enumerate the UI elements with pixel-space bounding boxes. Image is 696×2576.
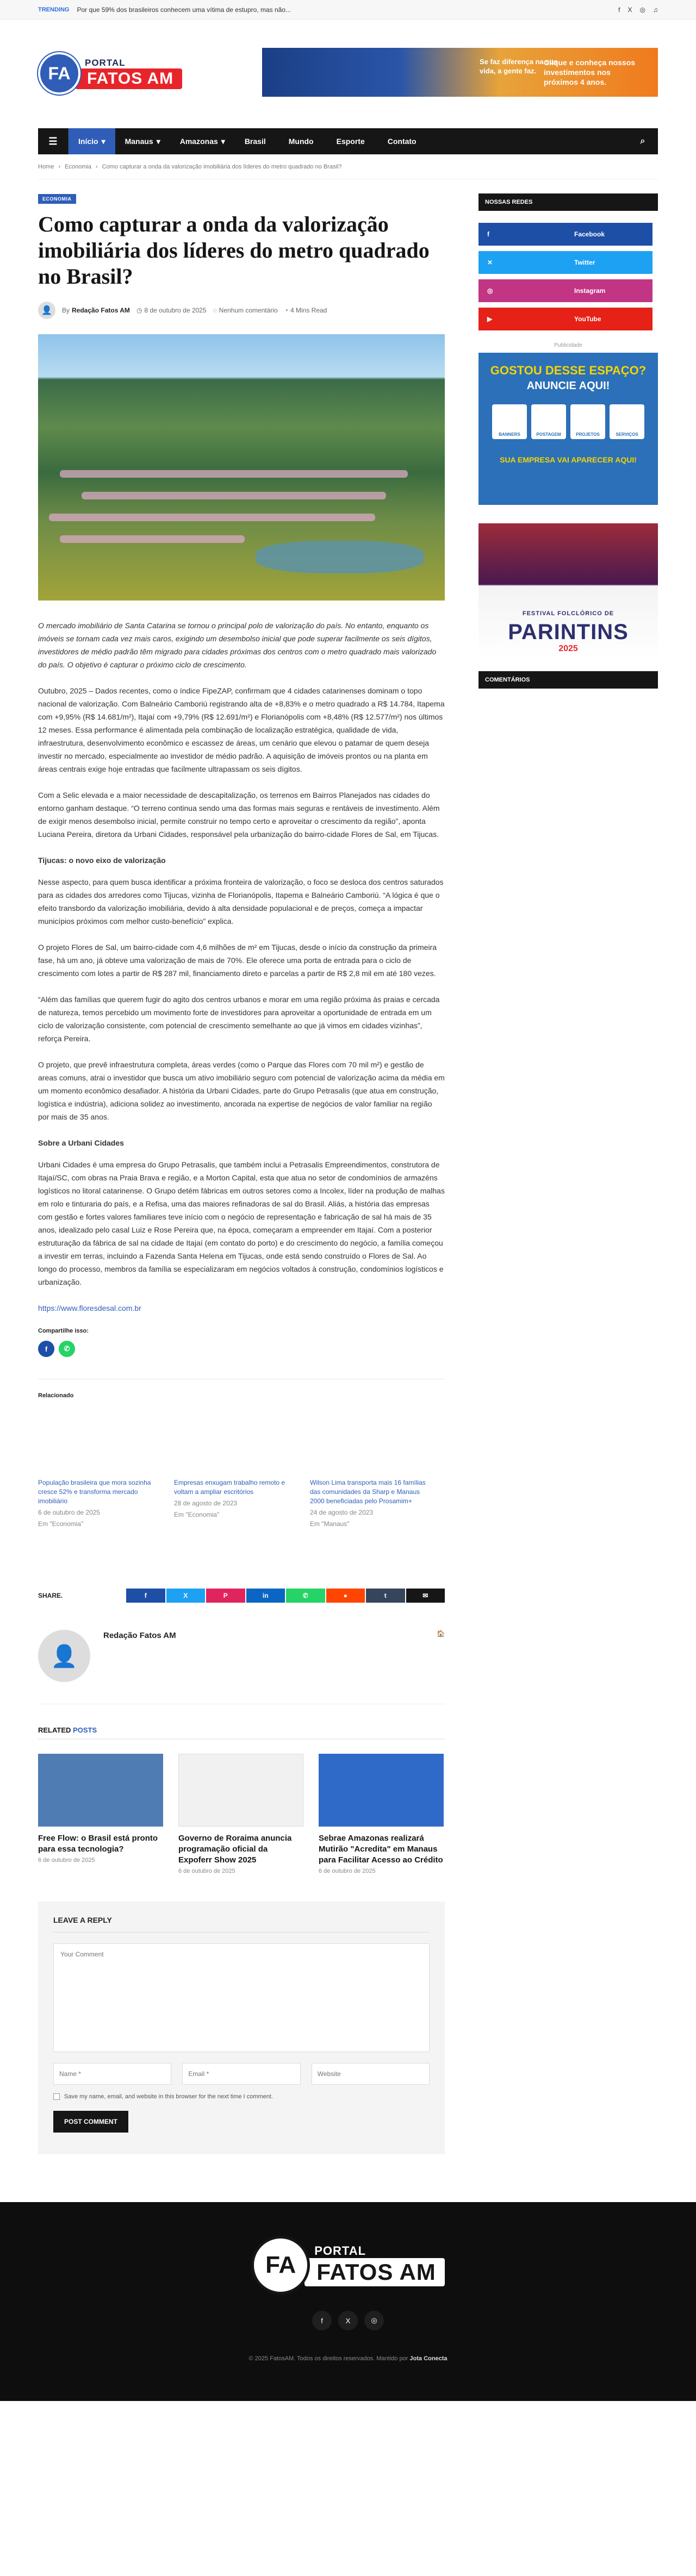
chevron-right-icon: ›	[95, 163, 98, 170]
name-input[interactable]	[53, 2063, 171, 2085]
networks-heading: NOSSAS REDES	[478, 193, 658, 211]
footer-social	[0, 2311, 696, 2330]
related-post-image[interactable]	[38, 1754, 163, 1827]
share-label: Compartilhe isso:	[38, 1328, 89, 1334]
related-item[interactable]	[38, 1478, 158, 1529]
breadcrumb-current: Como capturar a onda da valorização imobiliária dos líderes do metro quadrado no Brasil?	[102, 163, 342, 170]
ad-headline: GOSTOU DESSE ESPAÇO?	[490, 364, 647, 377]
social-network-facebook[interactable]	[478, 223, 652, 246]
share-button[interactable]: ✉	[406, 1589, 445, 1603]
nav-label: Início	[78, 137, 98, 146]
footer-logo-badge: FA	[251, 2236, 310, 2294]
post-comment-button[interactable]: POST COMMENT	[53, 2111, 128, 2133]
article-paragraph: O projeto, que prevê infraestrutura completa, áreas verdes (como o Parque das Flores com 70 mil m²) e gestão de areas comuns, atrai o investidor que busca um ativo imobiliário seguro com potencial de valorização acima da média em um momento econômico desafiador. A história da Urbani Cidades, parte do Grupo Petrasalis (que atua em construção, logística e indústria), adiciona solidez ao investimento, ancorada na expertise de negócios de valor familiar na região por mais de 35 anos.	[38, 1060, 445, 1121]
author-avatar[interactable]: 👤	[38, 302, 55, 319]
menu-icon[interactable]: ☰	[38, 128, 69, 154]
logo-portal-text: PORTAL	[85, 58, 126, 68]
related-posts-heading	[38, 1726, 445, 1740]
ad-option: PROJETOS	[570, 404, 605, 439]
advertise-here-ad[interactable]	[478, 353, 658, 505]
chevron-right-icon: ›	[58, 163, 61, 170]
related-posts-label-accent: POSTS	[73, 1726, 97, 1734]
author-avatar[interactable]: 👤	[38, 1630, 90, 1682]
related-post-card[interactable]	[178, 1754, 303, 1874]
related-item[interactable]	[310, 1478, 430, 1529]
save-info-checkbox[interactable]	[53, 2093, 60, 2100]
related-category: Em "Economia"	[174, 1511, 220, 1518]
nav-item-amazonas[interactable]	[170, 128, 235, 154]
article-meta	[38, 302, 445, 319]
read-time-icon: ◔	[284, 307, 288, 314]
nav-item-brasil[interactable]	[235, 128, 279, 154]
related-post-date: 6 de outubro de 2025	[319, 1868, 376, 1874]
facebook-share-icon[interactable]: f	[38, 1341, 54, 1357]
trending-label: TRENDING	[38, 7, 70, 13]
related-category: Em "Economia"	[38, 1520, 84, 1528]
related-label: Relacionado	[38, 1392, 74, 1399]
chevron-down-icon: ▾	[221, 137, 225, 146]
social-icon: ▶	[487, 315, 493, 323]
related-post-date: 6 de outubro de 2025	[38, 1857, 95, 1864]
social-label: Facebook	[574, 230, 605, 238]
share-button[interactable]: ✆	[286, 1589, 325, 1603]
reply-form	[38, 1902, 445, 2154]
nav-item-mundo[interactable]	[279, 128, 327, 154]
comments-count[interactable]: Nenhum comentário	[219, 307, 278, 314]
maintainer-link[interactable]: Jota Conecta	[409, 2355, 448, 2362]
chevron-down-icon: ▾	[101, 137, 105, 146]
related-item[interactable]	[174, 1478, 294, 1529]
nav-item-contato[interactable]	[378, 128, 430, 154]
article-paragraph: Outubro, 2025 – Dados recentes, como o índice FipeZAP, confirmam que 4 cidades catarinenses dominam o topo nacional de valorização. Com Balneário Camboriú registrando alta de +8,83% e o metro quadrado a R$ 14.784, Itapema com +9,95% (R$ 14.681/m²), Itajaí com +9,79% (R$ 12.691/m²) e Florianópolis com +8,48% (R$ 12.577/m²) nos últimos 12 meses. Essa performance é alimentada pela combinação de localização estratégica, qualidade de vida, infraestrutura, desenvolvimento econômico e escassez de áreas, um cenário que elevou o patamar de quem deseja investir no mercado, especialmente ao investidor de médio padrão. A aquisição de imóveis prontos ou na planta em áreas centrais exige hoje entradas que facilmente ultrapassam os seis dígitos.	[38, 686, 445, 773]
share-bar-label: SHARE.	[38, 1592, 63, 1599]
related-title[interactable]: Wilson Lima transporta mais 16 famílias das comunidades da Sharp e Manaus 2000 beneficiadas pelo Prosamim+	[310, 1479, 426, 1505]
email-input[interactable]	[182, 2063, 300, 2085]
facebook-icon[interactable]: f	[618, 6, 620, 14]
ad-option: SERVIÇOS	[610, 404, 644, 439]
nav-item-manaus[interactable]	[115, 128, 170, 154]
article-title: Como capturar a onda da valorização imobiliária dos líderes do metro quadrado no Brasil?	[38, 212, 430, 289]
copyright	[0, 2355, 696, 2362]
reply-heading: LEAVE A REPLY	[53, 1916, 430, 1933]
breadcrumb	[38, 154, 658, 179]
related-post-image[interactable]	[178, 1754, 303, 1827]
related-post-title[interactable]: Free Flow: o Brasil está pronto para essa tecnologia?	[38, 1834, 158, 1854]
instagram-icon[interactable]: ◎	[364, 2311, 384, 2330]
social-icon: ◎	[487, 287, 493, 295]
social-networks	[478, 223, 658, 330]
nav-label: Mundo	[288, 137, 314, 146]
related-grid	[38, 1478, 445, 1529]
footer-logo-name: FATOS AM	[304, 2258, 445, 2286]
footer-logo-portal: PORTAL	[314, 2244, 366, 2258]
nav-label: Amazonas	[179, 137, 218, 146]
comments-heading: COMENTÁRIOS	[478, 671, 658, 689]
social-icon: ✕	[487, 259, 493, 266]
related-date: 24 de agosto de 2023	[310, 1509, 374, 1516]
site-header	[38, 20, 658, 128]
share-button[interactable]: t	[366, 1589, 405, 1603]
related-category: Em "Manaus"	[310, 1520, 350, 1528]
nav-item-inicio[interactable]	[69, 128, 115, 154]
logo-badge: FA	[38, 52, 80, 95]
author-box	[38, 1630, 445, 1704]
parintins-ad-title: PARINTINS	[508, 620, 629, 644]
social-label: Instagram	[574, 287, 606, 295]
x-icon[interactable]: X	[338, 2311, 358, 2330]
related-posts-label: RELATED	[38, 1726, 71, 1734]
instagram-icon[interactable]: ◎	[639, 6, 645, 14]
clock-icon: ◷	[136, 307, 142, 314]
related-date: 6 de outubro de 2025	[38, 1509, 101, 1516]
search-icon[interactable]: ⌕	[640, 136, 645, 146]
article-subheading: Tijucas: o novo eixo de valorização	[38, 856, 166, 865]
ad-label: Publicidade	[554, 342, 582, 348]
main-column	[38, 193, 445, 2154]
article-paragraph: Urbani Cidades é uma empresa do Grupo Petrasalis, que também inclui a Petrasalis Empreendimentos, construtora de Itajaí/SC, com obras na Praia Brava e região, e a Morton Capital, esta que atua no setor de condomínios de armazéns logísticos no litoral catarinense. O Grupo detém fábricas em outros setores como a Incolex, líder na produção de malhas em rolo e tinturaria do país, e a Refisa, uma das maiores refinadoras de sal do Brasil. Aliás, a história das empresas com gestão e fortes valores familiares teve início com o negócio de representação e fabricação de sal há mais de 35 anos, idealizado pelo casal Luiz e Rose Pereira que, na época, começaram a empreender em Itajaí. Com a posterior estruturação da fábrica de sal na cidade de Itajaí (em contato do porto) e do crescimento do negócio, a família começou a investir em terras, incluindo a Fazenda Santa Helena em Tijucas, onde está sendo construído o Flores de Sal. Ao longo do processo, membros da família se especializaram em negócios voltados à construção, condomínios logísticos e urbanização.	[38, 1160, 445, 1286]
related-post-title[interactable]: Governo de Roraima anuncia programação oficial da Expoferr Show 2025	[178, 1834, 292, 1865]
nav-label: Contato	[387, 137, 417, 146]
author-prefix: By	[62, 307, 70, 314]
social-network-youtube[interactable]	[478, 308, 652, 330]
related-title[interactable]: População brasileira que mora sozinha cresce 52% e transforma mercado imobiliário	[38, 1479, 151, 1505]
category-badge[interactable]: ECONOMIA	[38, 194, 76, 204]
footer-logo[interactable]	[251, 2236, 445, 2294]
home-icon[interactable]: 🏠	[437, 1630, 445, 1637]
featured-image	[38, 334, 445, 601]
share-bar	[38, 1589, 445, 1603]
social-label: Twitter	[574, 259, 595, 266]
author-name[interactable]: Redação Fatos AM	[72, 307, 130, 314]
chevron-down-icon: ▾	[156, 137, 160, 146]
ad-footer-text: SUA EMPRESA VAI APARECER AQUI!	[500, 455, 637, 464]
top-social-icons	[618, 6, 658, 14]
banner-right-text: Clique e conheça nossos investimentos nos próximos 4 anos.	[544, 58, 636, 87]
x-icon[interactable]: X	[627, 6, 632, 14]
parintins-ad-year: 2025	[558, 644, 578, 653]
whatsapp-share-icon[interactable]: ✆	[59, 1341, 75, 1357]
breadcrumb-home[interactable]: Home	[38, 163, 54, 170]
share-button[interactable]: f	[126, 1589, 165, 1603]
related-post-title[interactable]: Sebrae Amazonas realizará Mutirão "Acredita" em Manaus para Facilitar Acesso ao Crédito	[319, 1834, 443, 1865]
save-info-label: Save my name, email, and website in this browser for the next time I comment.	[64, 2093, 273, 2100]
share-small-icons	[38, 1341, 445, 1357]
facebook-icon[interactable]: f	[312, 2311, 332, 2330]
site-logo[interactable]	[38, 52, 182, 95]
ad-option: BANNERS	[492, 404, 527, 439]
share-button[interactable]: X	[166, 1589, 206, 1603]
article-paragraph: O projeto Flores de Sal, um bairro-cidade com 4,6 milhões de m² em Tijucas, desde o início da construção da primeira fase, há um ano, já obteve uma valorização de mais de 70%. Ele oferece uma porta de entrada para o ciclo de crescimento com lotes a partir de R$ 287 mil, financiamento direto e parcelas a partir de R$ 2,8 mil em até 180 vezes.	[38, 943, 437, 978]
nav-label: Manaus	[125, 137, 153, 146]
website-input[interactable]	[312, 2063, 430, 2085]
article-lead: O mercado imobiliário de Santa Catarina se tornou o principal polo de valorização do país. No entanto, enquanto os imóveis se tornam cada vez mais caros, exigindo um desembolso inicial que pode superar facilmente os seis dígitos, investidores de médio padrão têm migrado para cidades próximas dos centros com o metro quadrado mais valorizado do país. O objetivo é capturar o próximo ciclo de crescimento.	[38, 621, 437, 669]
related-post-card[interactable]	[319, 1754, 444, 1874]
article-link[interactable]: https://www.floresdesal.com.br	[38, 1304, 141, 1312]
article-paragraph: Nesse aspecto, para quem busca identificar a próxima fronteira de valorização, o foco se desloca dos centros saturados para as cidades dos arredores como Tijucas, vizinha de Florianópolis, Itapema e Balneário Camboriú. “A lógica é que o efeito transbordo da valorização imobiliária, devido à alta densidade populacional e de preços, começa a impactar municípios próximos com melhor custo-benefício” explica.	[38, 878, 444, 926]
social-network-twitter[interactable]	[478, 251, 652, 274]
top-bar	[0, 0, 696, 20]
related-date: 28 de agosto de 2023	[174, 1499, 238, 1507]
breadcrumb-category[interactable]: Economia	[65, 163, 91, 170]
copyright-text: © 2025 FatosAM. Todos os direitos reservados. Mantido por	[248, 2355, 408, 2362]
related-post-date: 6 de outubro de 2025	[178, 1868, 235, 1874]
comment-icon: ◌	[213, 307, 217, 314]
read-time: 4 Mins Read	[290, 307, 327, 314]
parintins-ad-line1: FESTIVAL FOLCLÓRICO DE	[522, 610, 614, 617]
share-button[interactable]: in	[246, 1589, 285, 1603]
social-icon: f	[487, 230, 489, 238]
author-box-name[interactable]: Redação Fatos AM	[103, 1631, 176, 1640]
related-post-card[interactable]	[38, 1754, 163, 1874]
site-footer	[0, 2202, 696, 2401]
nav-item-esporte[interactable]	[327, 128, 378, 154]
related-posts	[38, 1754, 445, 1874]
social-label: YouTube	[574, 315, 601, 323]
article-body	[38, 619, 445, 1315]
share-button[interactable]: P	[206, 1589, 245, 1603]
nav-label: Brasil	[244, 137, 266, 146]
related-title[interactable]: Empresas enxugam trabalho remoto e voltam a ampliar escritórios	[174, 1479, 285, 1496]
trending-headline[interactable]: Por que 59% dos brasileiros conhecem uma vítima de estupro, mas não...	[77, 6, 291, 14]
logo-name-text: FATOS AM	[75, 68, 182, 89]
tiktok-icon[interactable]: ♫	[653, 6, 658, 14]
share-button[interactable]: ●	[326, 1589, 365, 1603]
main-nav	[38, 128, 658, 154]
article-date: 8 de outubro de 2025	[144, 307, 207, 314]
article-paragraph: “Além das famílias que querem fugir do agito dos centros urbanos e morar em uma região próxima às praias e cercada de natureza, temos percebido um movimento forte de investidores para aproveitar a oportunidade de entrada em um ciclo de valorização consistente, com potencial de crescimento semelhante ao que já vimos em cidades vizinhas”, reforça Pereira.	[38, 995, 440, 1043]
ad-subheadline: ANUNCIE AQUI!	[526, 380, 610, 392]
nav-label: Esporte	[336, 137, 365, 146]
social-network-instagram[interactable]	[478, 279, 652, 302]
related-post-image[interactable]	[319, 1754, 444, 1827]
top-ad-banner[interactable]	[262, 48, 658, 97]
parintins-ad[interactable]	[478, 523, 658, 659]
banner-left-text: Se faz diferença na sua vida, a gente faz.	[480, 58, 558, 75]
comment-textarea[interactable]	[53, 1943, 430, 2052]
article-paragraph: Com a Selic elevada e a maior necessidade de descapitalização, os terrenos em Bairros Planejados nas cidades do entorno ganham destaque. “O terreno continua sendo uma das formas mais seguras e rentáveis de investimento. Além de exigir menos desembolso inicial, permite construir no tempo certo e aproveitar o crescimento da região”, aponta Luciana Pereira, diretora da Urbani Cidades, responsável pela urbanização do bairro-cidade Flores de Sal, em Tijucas.	[38, 791, 440, 839]
sidebar	[478, 193, 658, 2154]
ad-option: POSTAGEM	[531, 404, 566, 439]
article-subheading: Sobre a Urbani Cidades	[38, 1139, 124, 1147]
